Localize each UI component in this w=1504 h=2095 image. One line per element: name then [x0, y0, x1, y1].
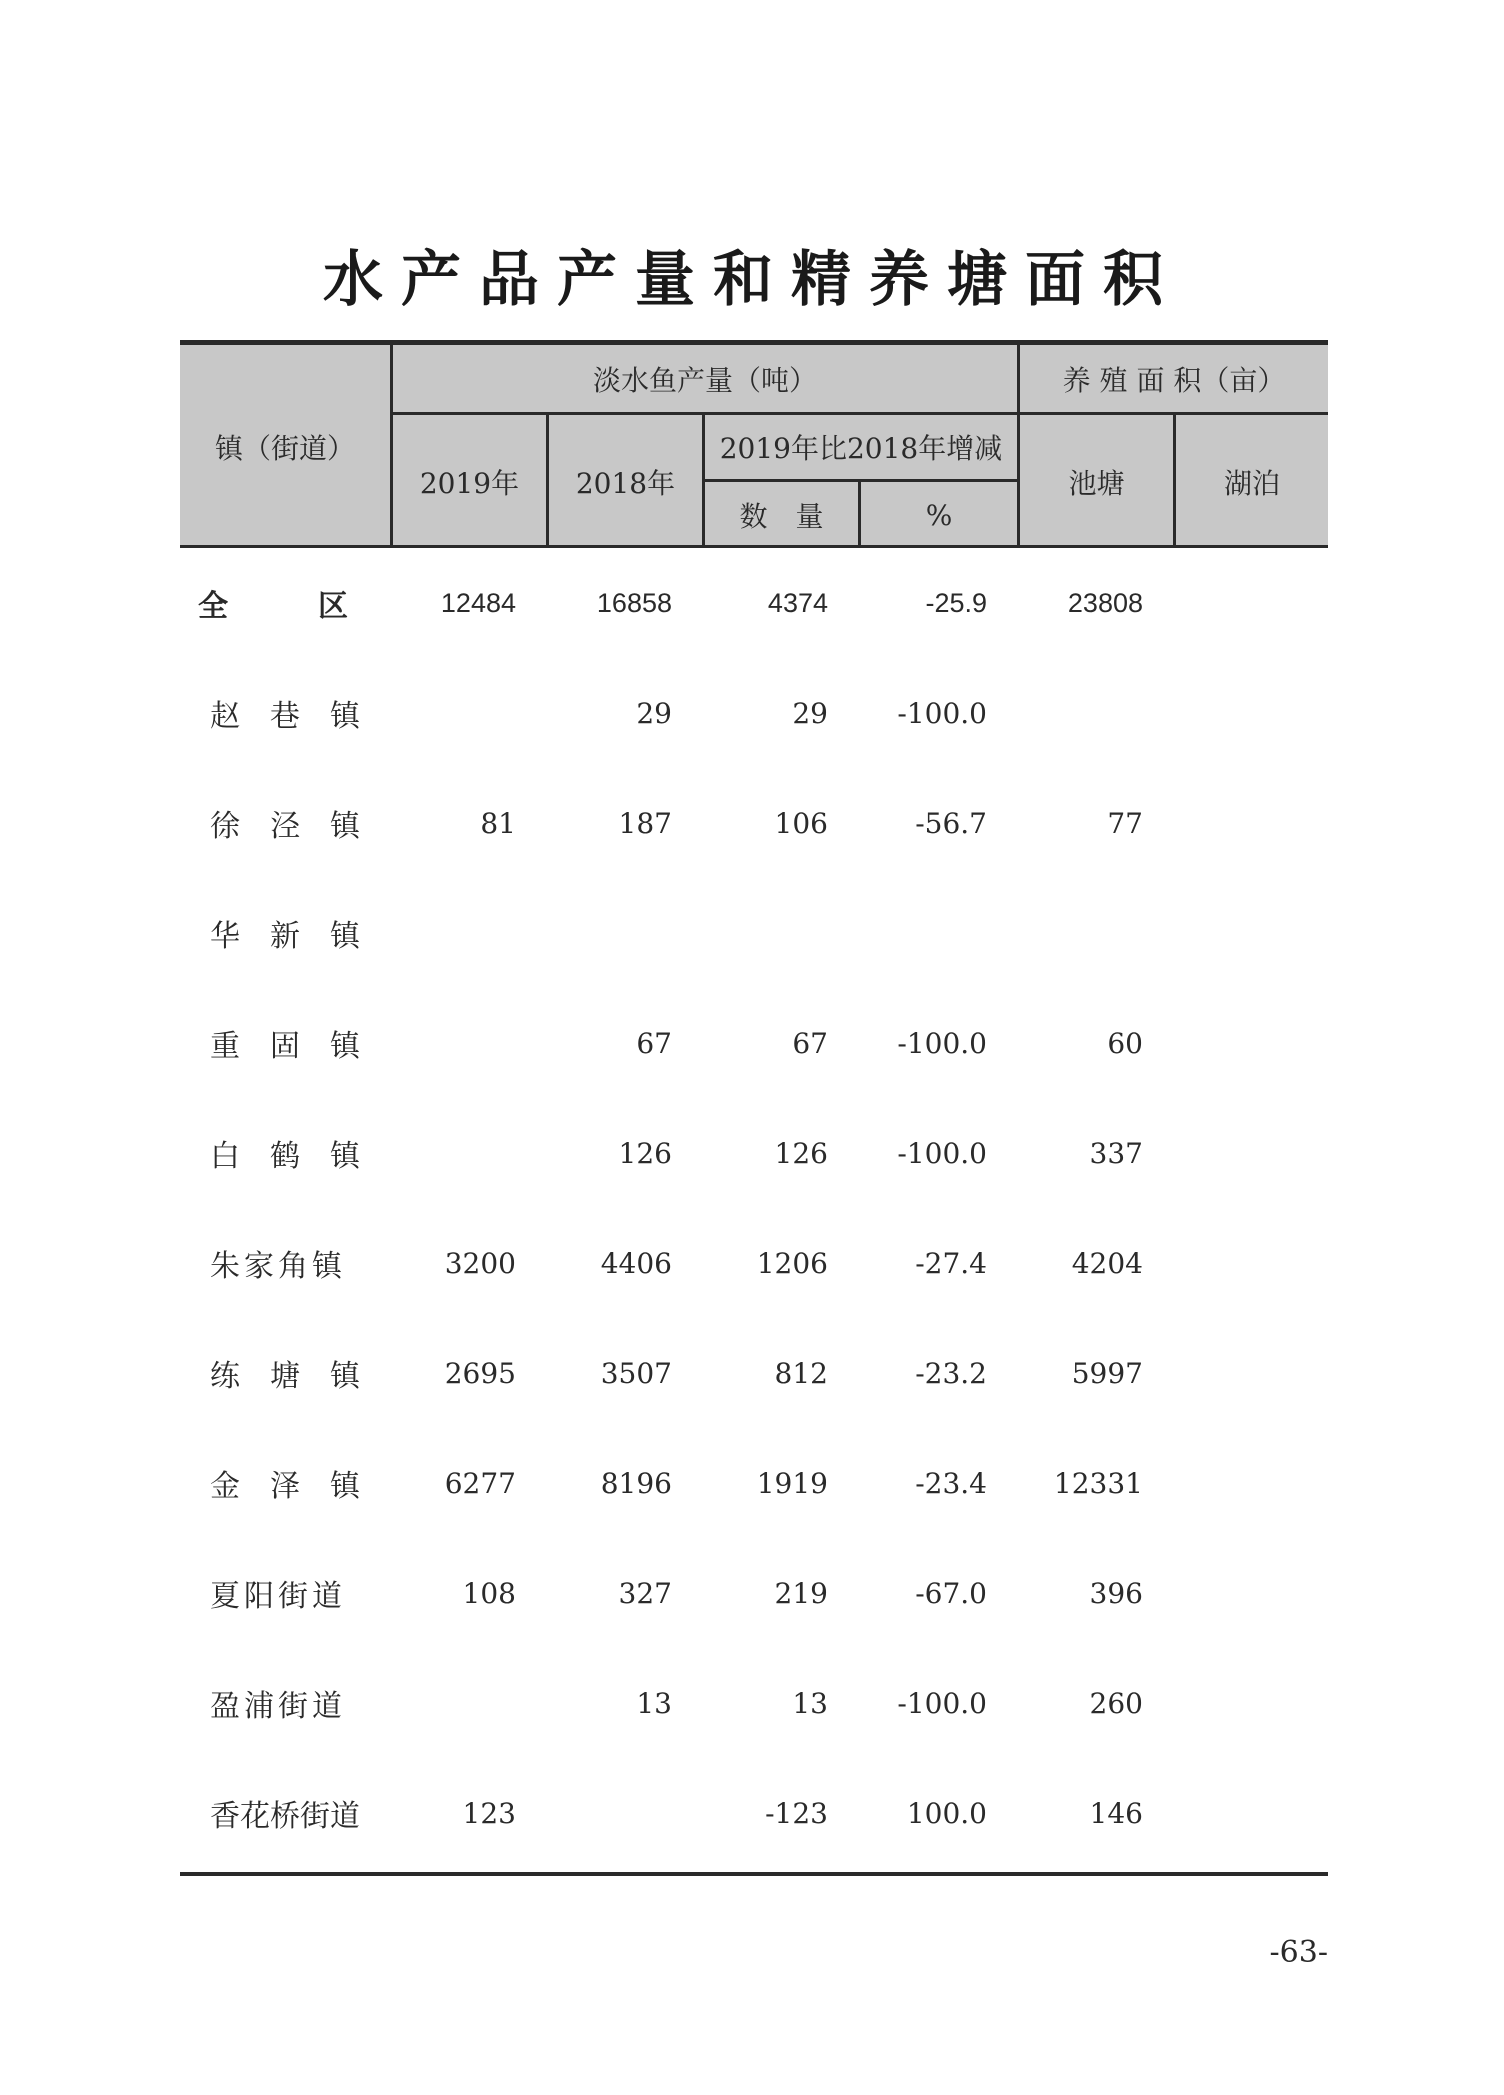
cell-2018: 187: [618, 806, 672, 840]
header-percent: %: [925, 498, 953, 532]
cell-pond: 337: [1089, 1136, 1143, 1170]
cell-2019: [393, 878, 516, 988]
page-number: -63-: [1269, 1935, 1328, 1970]
divider: [1173, 412, 1176, 548]
cell-2019: 12484: [440, 587, 516, 618]
cell-quantity: [705, 878, 828, 988]
cell-2018: 8196: [600, 1466, 672, 1500]
row-name: 全 区: [198, 590, 348, 623]
cell-pond: 23808: [1067, 587, 1143, 618]
cell-quantity: 126: [774, 1136, 828, 1170]
cell-pond: 4204: [1071, 1246, 1143, 1280]
cell-2019: 123: [462, 1796, 516, 1830]
cell-pond: [1020, 878, 1143, 988]
table-row: [180, 878, 1328, 988]
cell-lake: [1176, 1428, 1299, 1538]
divider: [858, 479, 861, 548]
cell-quantity: 1206: [756, 1246, 828, 1280]
table-header: [180, 340, 1328, 548]
cell-lake: [1176, 1208, 1299, 1318]
cell-2018: 16858: [596, 587, 672, 618]
cell-2018: 67: [636, 1026, 672, 1060]
row-name: 赵 巷 镇: [210, 699, 360, 734]
cell-percent: -25.9: [925, 587, 987, 618]
table-row: [180, 1318, 1328, 1428]
header-pond: 池塘: [1068, 466, 1125, 500]
cell-pond: 146: [1089, 1796, 1143, 1830]
cell-percent: 100.0: [906, 1796, 987, 1830]
row-name: 练 塘 镇: [210, 1359, 360, 1394]
cell-quantity: 13: [792, 1686, 828, 1720]
cell-lake: [1176, 1098, 1299, 1208]
table-row: [180, 658, 1328, 768]
cell-quantity: 106: [774, 806, 828, 840]
cell-2018: 327: [618, 1576, 672, 1610]
cell-percent: -100.0: [897, 1136, 987, 1170]
cell-lake: [1176, 878, 1299, 988]
divider: [1017, 345, 1020, 548]
cell-percent: -56.7: [915, 806, 987, 840]
cell-2018: 13: [636, 1686, 672, 1720]
cell-2019: [393, 658, 516, 768]
cell-quantity: 812: [774, 1356, 828, 1390]
row-name: 金 泽 镇: [210, 1469, 360, 1504]
header-freshwater-fish: 淡水鱼产量（吨）: [592, 363, 817, 397]
cell-quantity: 4374: [767, 587, 828, 618]
cell-lake: [1176, 1758, 1299, 1868]
cell-pond: 77: [1107, 806, 1143, 840]
cell-2019: 108: [462, 1576, 516, 1610]
cell-percent: -67.0: [915, 1576, 987, 1610]
row-name: 重 固 镇: [210, 1029, 360, 1064]
table-row: [180, 1098, 1328, 1208]
cell-quantity: 219: [774, 1576, 828, 1610]
header-2018: 2018年: [575, 466, 676, 500]
cell-percent: [861, 878, 987, 988]
cell-2018: [549, 1758, 672, 1868]
header-region: 镇（街道）: [214, 431, 355, 465]
cell-quantity: 1919: [756, 1466, 828, 1500]
row-name: 香花桥街道: [210, 1799, 360, 1834]
table-row: [180, 1428, 1328, 1538]
table-row: [180, 768, 1328, 878]
cell-quantity: -123: [765, 1796, 828, 1830]
cell-quantity: 29: [792, 696, 828, 730]
cell-2019: [393, 988, 516, 1098]
header-2019: 2019年: [419, 466, 520, 500]
cell-percent: -100.0: [897, 1686, 987, 1720]
header-culture-area: 养 殖 面 积（亩）: [1062, 363, 1286, 397]
cell-pond: 12331: [1053, 1466, 1143, 1500]
cell-lake: [1176, 1318, 1299, 1428]
header-change: 2019年比2018年增减: [719, 432, 1003, 465]
cell-2018: 126: [618, 1136, 672, 1170]
table-row: [180, 988, 1328, 1098]
cell-lake: [1176, 658, 1299, 768]
cell-pond: 5997: [1071, 1356, 1143, 1390]
cell-lake: [1176, 768, 1299, 878]
page-title: 水产品产量和精养塘面积: [323, 245, 1181, 315]
cell-percent: -23.4: [915, 1466, 987, 1500]
cell-2018: [549, 878, 672, 988]
cell-2019: 6277: [444, 1466, 516, 1500]
cell-pond: 396: [1089, 1576, 1143, 1610]
cell-percent: -27.4: [915, 1246, 987, 1280]
cell-2019: 3200: [444, 1246, 516, 1280]
cell-2019: [393, 1098, 516, 1208]
cell-2019: 81: [480, 806, 516, 840]
table-row: [180, 548, 1328, 658]
row-name: 白 鹤 镇: [210, 1139, 360, 1174]
cell-percent: -23.2: [915, 1356, 987, 1390]
divider: [546, 412, 549, 548]
header-lake: 湖泊: [1223, 466, 1280, 500]
cell-pond: 60: [1107, 1026, 1143, 1060]
cell-pond: 260: [1089, 1686, 1143, 1720]
cell-lake: [1176, 1538, 1299, 1648]
cell-2018: 4406: [600, 1246, 672, 1280]
divider: [390, 345, 393, 548]
cell-percent: -100.0: [897, 696, 987, 730]
table-row: [180, 1208, 1328, 1318]
table-row: [180, 1758, 1328, 1868]
row-name: 华 新 镇: [210, 919, 360, 954]
divider: [702, 479, 1020, 482]
row-name: 盈浦街道: [210, 1689, 346, 1724]
cell-pond: [1020, 658, 1143, 768]
cell-percent: -100.0: [897, 1026, 987, 1060]
divider: [390, 412, 1328, 415]
cell-lake: [1176, 1648, 1299, 1758]
cell-2019: [393, 1648, 516, 1758]
table-bottom-rule: [180, 1872, 1328, 1876]
cell-2018: 3507: [600, 1356, 672, 1390]
table-row: [180, 1538, 1328, 1648]
row-name: 朱家角镇: [210, 1249, 346, 1284]
row-name: 徐 泾 镇: [210, 809, 360, 844]
row-name: 夏阳街道: [210, 1579, 346, 1614]
table-row: [180, 1648, 1328, 1758]
cell-2019: 2695: [444, 1356, 516, 1390]
cell-lake: [1176, 988, 1299, 1098]
header-quantity: 数 量: [739, 500, 824, 533]
cell-2018: 29: [636, 696, 672, 730]
cell-quantity: 67: [792, 1026, 828, 1060]
cell-lake: [1176, 548, 1299, 658]
